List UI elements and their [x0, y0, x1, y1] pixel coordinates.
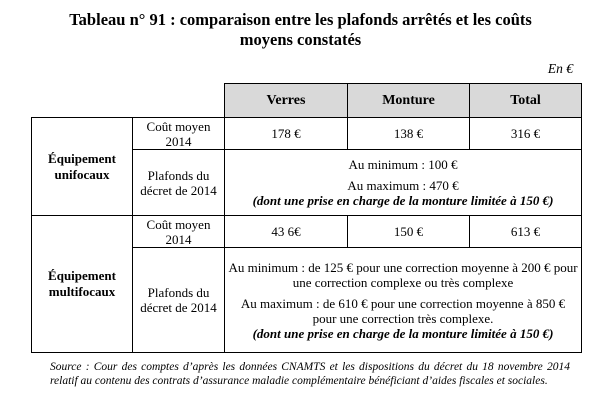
table-title-line2: moyens constatés: [239, 30, 362, 49]
header-blank: [133, 84, 225, 118]
table-row-unifocaux-cout: [32, 118, 582, 150]
row-label-plafonds: Plafonds du décret de 2014: [133, 150, 225, 216]
cell-total: 613 €: [470, 216, 582, 248]
group-label-multifocaux: [32, 216, 133, 353]
plafonds-max: Au maximum : de 610 € pour une correction moyenne à 850 € pour une correction très complexe.: [240, 295, 566, 326]
group-label-line1: Équipement: [48, 150, 116, 166]
row-label-cout-moyen: Coût moyen 2014: [133, 216, 225, 248]
cell-monture: 138 €: [348, 118, 470, 150]
group-label-line1: Équipement: [48, 268, 116, 283]
cell-plafonds-multifocaux: [225, 248, 582, 353]
group-label-line2: multifocaux: [48, 284, 116, 299]
cell-verres: 43 6€: [225, 216, 348, 248]
header-monture: Monture: [348, 84, 470, 118]
table-title: [0, 10, 601, 50]
plafonds-max: Au maximum : 470 €: [347, 178, 459, 193]
group-label-line2: unifocaux: [54, 166, 110, 182]
plafonds-note: (dont une prise en charge de la monture limitée à 150 €): [252, 193, 554, 208]
cell-verres: 178 €: [225, 118, 348, 150]
header-row: [32, 84, 582, 118]
row-label-cout-moyen: Coût moyen 2014: [133, 118, 225, 150]
unit-label: En €: [547, 61, 573, 76]
source-note: Source : Cour des comptes d’après les données CNAMTS et les dispositions du décret du 18 novembre 2014 relatif au contenu des contrats d’assurance maladie complémentaire bénéficiant d’aides fiscales et sociales.: [50, 361, 570, 387]
cell-plafonds-unifocaux: [225, 150, 582, 216]
header-blank: [32, 84, 133, 118]
cell-total: 316 €: [470, 118, 582, 150]
cell-monture: 150 €: [348, 216, 470, 248]
table-title-line1: Tableau n° 91 : comparaison entre les plafonds arrêtés et les coûts: [69, 10, 532, 29]
table-row-multifocaux-cout: [32, 216, 582, 248]
row-label-plafonds: Plafonds du décret de 2014: [133, 248, 225, 353]
comparison-table: [31, 83, 582, 353]
plafonds-min: Au minimum : 100 €: [348, 157, 458, 172]
header-verres: Verres: [225, 84, 348, 118]
plafonds-note: (dont une prise en charge de la monture limitée à 150 €): [252, 325, 554, 341]
group-label-unifocaux: [32, 118, 133, 216]
header-total: Total: [470, 84, 582, 118]
plafonds-min: Au minimum : de 125 € pour une correction moyenne à 200 € pour une correction complexe ou très complexe: [228, 259, 578, 290]
